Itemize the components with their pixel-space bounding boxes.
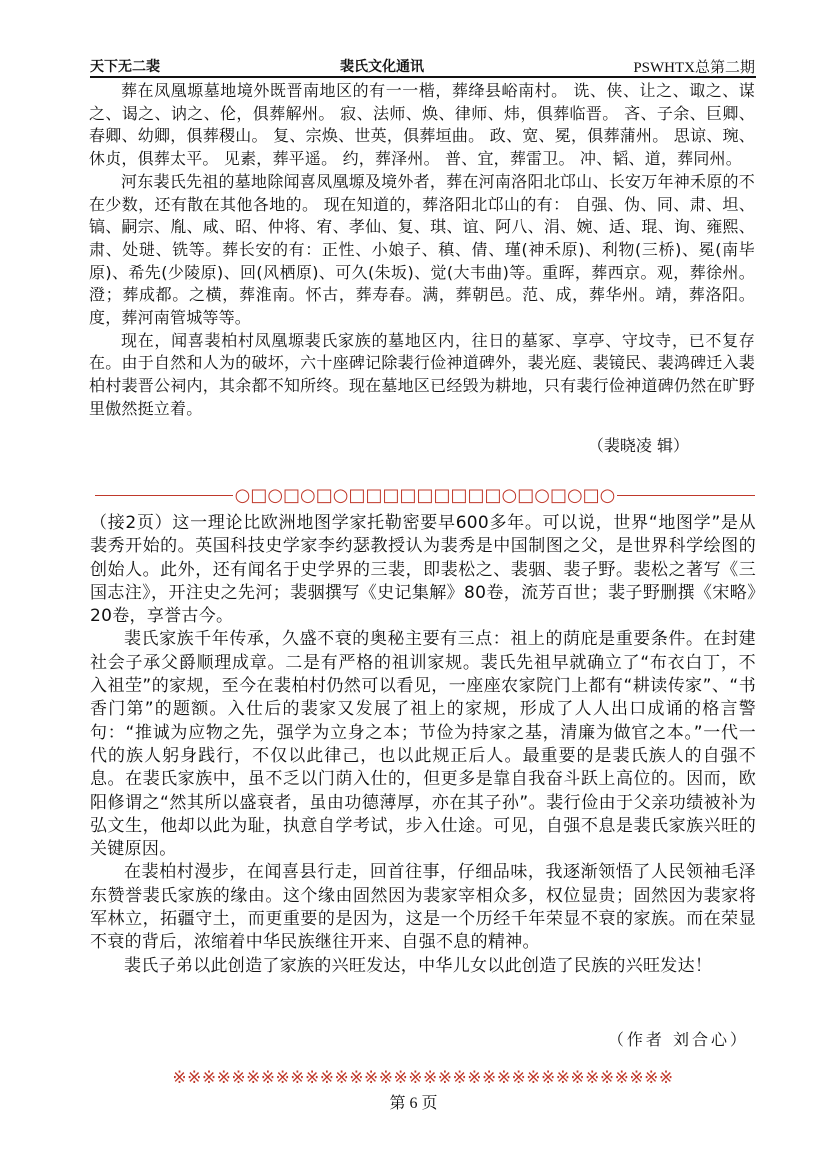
paragraph: 葬在凤凰塬墓地境外既晋南地区的有一一楷，葬绛县峪南村。 诜、侠、让之、诹之、谋之、谒之、讷之、伦，俱葬解州。 寂、法师、焕、律师、炜，俱葬临晋。 吝、子余、巨卿、春卿、幼卿，俱葬稷山。 复、宗焕、世英，俱葬垣曲。 政、宽、冕，俱葬蒲州。 思谅、琬、休贞，俱葬太平。 见素，葬平遥。 约，葬泽州。 普、宜，葬雷卫。 冲、韬、道，葬同州。 — [89, 81, 755, 169]
article-burial-sites — [89, 80, 755, 421]
header-left-text: 天下无二裴 — [90, 59, 160, 75]
paragraph: （接2页）这一理论比欧洲地图学家托勒密要早600多年。可以说，世界“地图学”是从裴秀开始的。英国科技史学家李约瑟教授认为裴秀是中国制图之父，是世界科学绘图的创始人。此外，还有闻名于史学界的三裴，即裴松之、裴骃、裴子野。裴松之著写《三国志注》，开注史之先河；裴骃撰写《史记集解》80卷，流芳百世；裴子野删撰《宋略》20卷，享誉古今。 — [90, 513, 756, 627]
paragraph: 在裴柏村漫步，在闻喜县行走，回首往事，仔细品味，我逐渐领悟了人民领袖毛泽东赞誉裴氏家族的缘由。这个缘由固然因为裴家宰相众多，权位显贵；固然因为裴家将军林立，拓疆守土，而更重要的是因为，这是一个历经千年荣显不衰的家族。而在荣显不衰的背后，浓缩着中华民族继往开来、自强不息的精神。 — [90, 862, 756, 953]
page-number: 第 6 页 — [389, 1095, 438, 1112]
divider-line-right — [617, 495, 755, 496]
paragraph: 裴氏子弟以此创造了家族的兴旺发达，中华儿女以此创造了民族的兴旺发达！ — [124, 955, 713, 976]
paragraph: 裴氏家族千年传承，久盛不衰的奥秘主要有三点：祖上的荫庇是重要条件。在封建社会子承父爵顺理成章。二是有严格的祖训家规。裴氏先祖早就确立了“布衣白丁，不入祖茔”的家规，至今在裴柏村仍然可以看见，一座座农家院门上都有“耕读传家”、“书香门第”的题额。入仕后的裴家又发展了祖上的家规，形成了人人出口成诵的格言警句：“推诚为应物之先，强学为立身之本；节俭为持家之基，清廉为做官之本。”一代一代的族人躬身践行，不仅以此律己，也以此规正后人。最重要的是裴氏族人的自强不息。在裴氏家族中，虽不乏以门荫入仕的，但更多是靠自我奋斗跃上高位的。因而，欧阳修谓之“然其所以盛衰者，虽由功德薄厚，亦在其子孙”。裴行俭由于父亲功绩被补为弘文生，他却以此为耻，执意自学考试，步入仕途。可见，自强不息是裴氏家族兴旺的关键原因。 — [90, 629, 756, 860]
paragraph: 现在，闻喜裴柏村凤凰塬裴氏家族的墓地区内，往日的墓冢、享亭、守坟寺，已不复存在。由于自然和人为的破坏，六十座碑记除裴行俭神道碑外，裴光庭、裴镜民、裴鸿碑迁入裴柏村裴晋公祠内，其余都不知所终。现在墓地区已经毁为耕地，只有裴行俭神道碑仍然在旷野里傲然挺立着。 — [89, 330, 755, 418]
divider-ornament: ○□○□○□○□□□□□□□□□○□○□○□○ — [234, 484, 616, 506]
footer-ornament: ※※※※※※※※※※※※※※※※※※※※※※※※※※※※※※※※※※ — [172, 1068, 674, 1088]
divider-line-left — [95, 495, 233, 496]
header-publication-title: 裴氏文化通讯 — [340, 59, 424, 75]
author-signature: （作者 刘合心） — [607, 1030, 749, 1049]
article-signature: （裴晓凌 辑） — [587, 436, 689, 455]
paragraph: 河东裴氏先祖的墓地除闻喜凤凰塬及境外者，葬在河南洛阳北邙山、长安万年神禾原的不在少数，还有散在其他各地的。 现在知道的，葬洛阳北邙山的有： 自强、伪、同、肃、坦、镐、嗣宗、胤、咸、昭、仲将、宥、孝仙、复、琪、谊、阿八、涓、婉、适、琨、询、雍熙、肃、处琎、铣等。葬长安的有：正性、小娘子、稹、倩、瑾(神禾原)、利物(三桥)、冕(南毕原)、希先(少陵原)、回(风栖原)、可久(朱坂)、觉(大韦曲)等。重晖，葬西京。观，葬徐州。澄；葬成都。之横，葬淮南。怀古，葬寿春。满，葬朝邑。范、成，葬华州。靖，葬洛阳。度，葬河南管城等等。 — [89, 171, 755, 328]
article-family-legacy — [90, 512, 756, 978]
header-issue-code: PSWHTX总第二期 — [633, 60, 755, 76]
page-header — [90, 56, 755, 78]
header-rule — [90, 76, 756, 78]
section-divider — [95, 485, 755, 505]
